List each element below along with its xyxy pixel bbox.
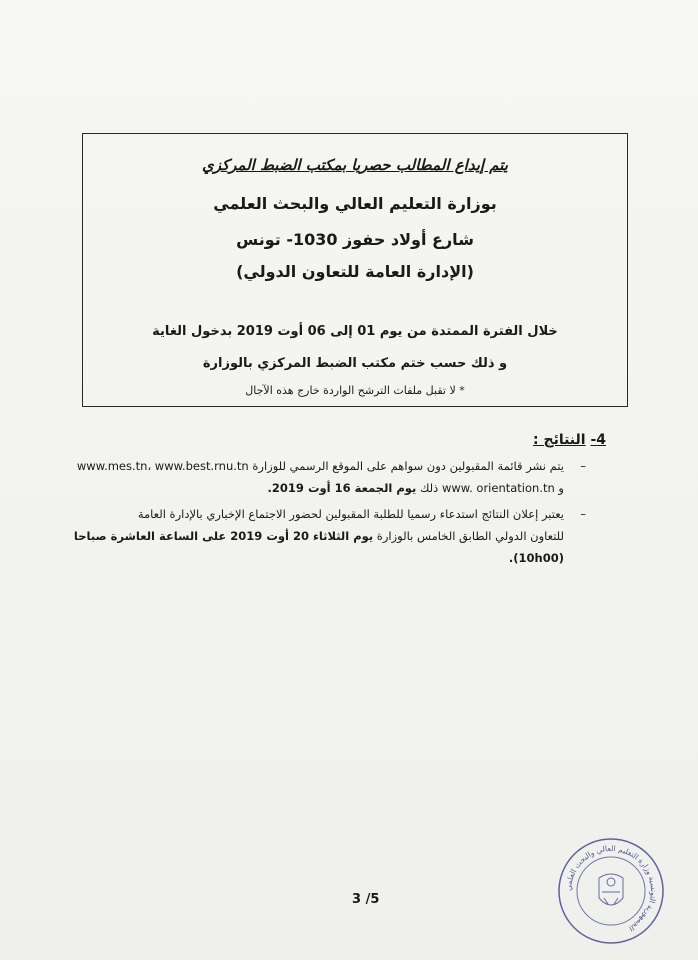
list-item-text: يتم نشر قائمة المقبولين دون سواهم على الموقع الرسمي للوزارة www.mes.tn، www.best.rnu.tn <box>76 459 564 473</box>
box-line-stamp: و ذلك حسب ختم مكتب الضبط المركزي بالوزارة <box>202 356 508 371</box>
list-item-text: للتعاون الدولي الطابق الخامس بالوزارة يوم الثلاثاء 20 أوت 2019 على الساعة العاشرة صباحا <box>73 529 564 543</box>
seal-ring-text: الجمهورية التونسية وزارة التعليم العالي والبحث العلمي <box>563 843 659 934</box>
list-item <box>73 503 586 569</box>
box-line-ministry: بوزارة التعليم العالي والبحث العلمي <box>213 194 497 213</box>
bullet-dash: – <box>580 459 586 473</box>
section-title: النتائج : <box>533 432 586 448</box>
official-seal-icon <box>556 836 666 946</box>
box-line-department: (الإدارة العامة للتعاون الدولي) <box>236 262 474 281</box>
box-line-period: خلال الفترة الممتدة من يوم 01 إلى 06 أوت 2019 بدخول الغاية <box>152 324 558 339</box>
submission-info-box <box>82 133 628 407</box>
box-line-note: * لا تقبل ملفات الترشح الواردة خارج هذه الآجال <box>245 384 465 397</box>
list-item-text: و www. orientation.tn ذلك يوم الجمعة 16 أوت 2019. <box>267 481 564 495</box>
section-number: 4- <box>590 432 606 448</box>
box-line-submission: يتم إيداع المطالب حصريا بمكتب الضبط المركزي <box>202 156 508 174</box>
list-item <box>76 455 586 499</box>
section-heading-results <box>533 432 606 448</box>
box-line-address: شارع أولاد حفوز 1030- تونس <box>236 230 474 249</box>
list-item-text: يعتبر إعلان النتائج استدعاء رسميا للطلبة المقبولين لحضور الاجتماع الإخباري بالإدارة العامة <box>137 507 564 521</box>
page-number: 3 /5 <box>352 892 380 907</box>
bullet-dash: – <box>580 507 586 521</box>
results-list <box>73 455 586 573</box>
list-item-text: (10h00). <box>508 551 564 565</box>
